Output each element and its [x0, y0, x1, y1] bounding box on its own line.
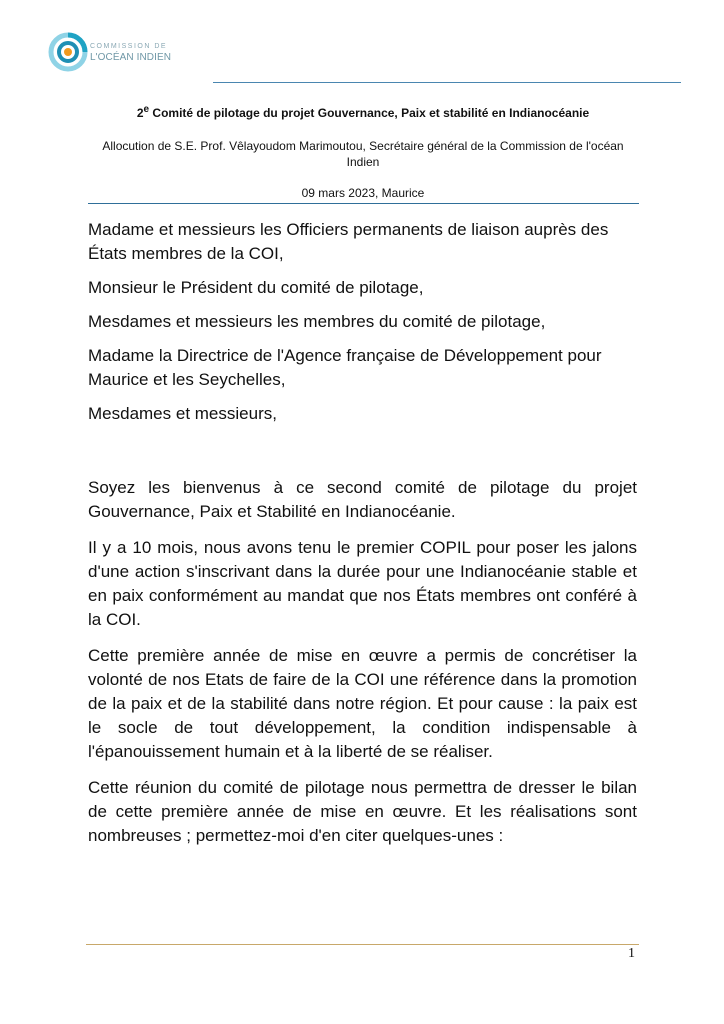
logo-text-line2: L'OCÉAN INDIEN [90, 52, 172, 63]
page-number: 1 [628, 946, 635, 961]
paragraph: Cette première année de mise en œuvre a permis de concrétiser la volonté de nos Etats de faire de la COI une référence dans la promotion de la paix et de la stabilité dans notre région. Et pour cause : la paix est le socle de tout développement, la condition indispensable à l'épanouissement humain et à la liberté de se réaliser. [88, 646, 637, 761]
salutation: Madame la Directrice de l'Agence française de Développement pour Maurice et les Seychelles, [88, 346, 602, 389]
salutation: Monsieur le Président du comité de pilotage, [88, 278, 424, 297]
document-subtitle: Allocution de S.E. Prof. Vêlayoudom Marimoutou, Secrétaire général de la Commission de l'océan Indien [102, 139, 624, 169]
salutation: Madame et messieurs les Officiers permanents de liaison auprès des États membres de la COI, [88, 220, 609, 263]
document-date: 09 mars 2023, Maurice [301, 186, 425, 200]
coi-logo [48, 32, 178, 74]
speech-body [88, 218, 637, 860]
paragraph: Cette réunion du comité de pilotage nous permettra de dresser le bilan de cette première année de mise en œuvre. Et les réalisations sont nombreuses ; permettez-moi d'en citer quelques-unes : [88, 778, 637, 845]
paragraph: Il y a 10 mois, nous avons tenu le premier COPIL pour poser les jalons d'une action s'inscrivant dans la durée pour une Indianocéanie stable et en paix conformément au mandat que nos États membres ont conféré à la COI. [88, 538, 637, 629]
logo-text-line1: COMMISSION DE [90, 43, 168, 50]
header-rule [213, 82, 681, 83]
document-title: 2e Comité de pilotage du projet Gouvernance, Paix et stabilité en Indianocéanie [136, 104, 590, 120]
coi-logo-icon [48, 32, 88, 72]
title-rule [88, 203, 639, 204]
salutation: Mesdames et messieurs, [88, 404, 277, 423]
footer-rule [86, 944, 639, 945]
salutation: Mesdames et messieurs les membres du comité de pilotage, [88, 312, 546, 331]
paragraph: Soyez les bienvenus à ce second comité de pilotage du projet Gouvernance, Paix et Stabilité en Indianocéanie. [88, 478, 637, 521]
